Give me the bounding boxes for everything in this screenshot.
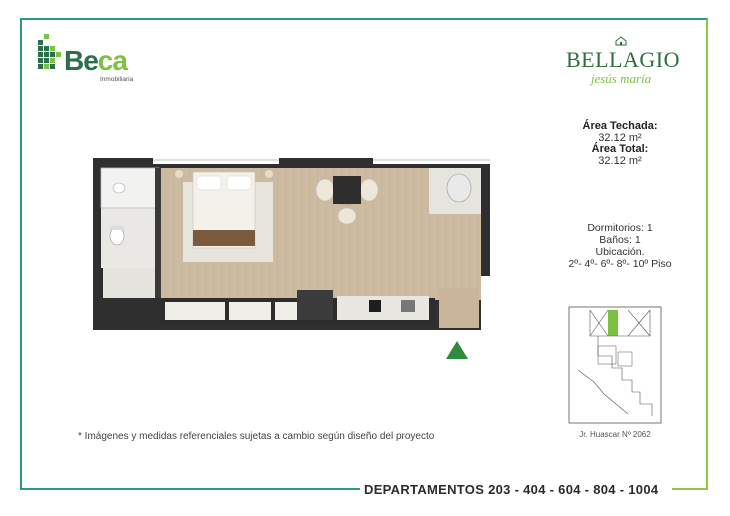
bellagio-subtitle: jesús maría <box>590 71 652 86</box>
frame-bottom-left-line <box>20 488 360 490</box>
triangle-up-icon <box>446 341 468 359</box>
beca-subtitle: Inmobiliaria <box>100 76 134 83</box>
bellagio-logo <box>566 36 680 86</box>
area-info <box>560 121 680 167</box>
unit-details <box>560 222 680 270</box>
area-techada-label: Área Techada: <box>582 120 658 132</box>
departments-footer: DEPARTAMENTOS 203 - 404 - 604 - 804 - 1004 <box>364 482 659 497</box>
key-plan <box>568 306 662 424</box>
frame-bottom-right-line <box>672 488 708 490</box>
house-icon <box>615 36 627 46</box>
keyplan-address: Jr. Huascar Nº 2062 <box>579 430 651 439</box>
beca-logo <box>38 34 148 86</box>
area-total-value: 32.12 m² <box>598 154 642 167</box>
banos-text: Baños: 1 <box>599 234 641 246</box>
disclaimer-note: * Imágenes y medidas referenciales sujetas a cambio según diseño del proyecto <box>78 431 435 442</box>
dormitorios-text: Dormitorios: 1 <box>587 222 653 234</box>
beca-squares-icon <box>38 34 62 74</box>
floor-plan <box>93 156 490 332</box>
area-techada-value: 32.12 m² <box>598 131 642 144</box>
pisos-text: 2º- 4º- 6º- 8º- 10º Piso <box>568 258 672 270</box>
beca-wordmark: Beca <box>64 45 127 76</box>
area-total-label: Área Total: <box>591 143 649 155</box>
ubicacion-label: Ubicación. <box>595 246 645 258</box>
bellagio-name: BELLAGIO <box>566 47 680 72</box>
